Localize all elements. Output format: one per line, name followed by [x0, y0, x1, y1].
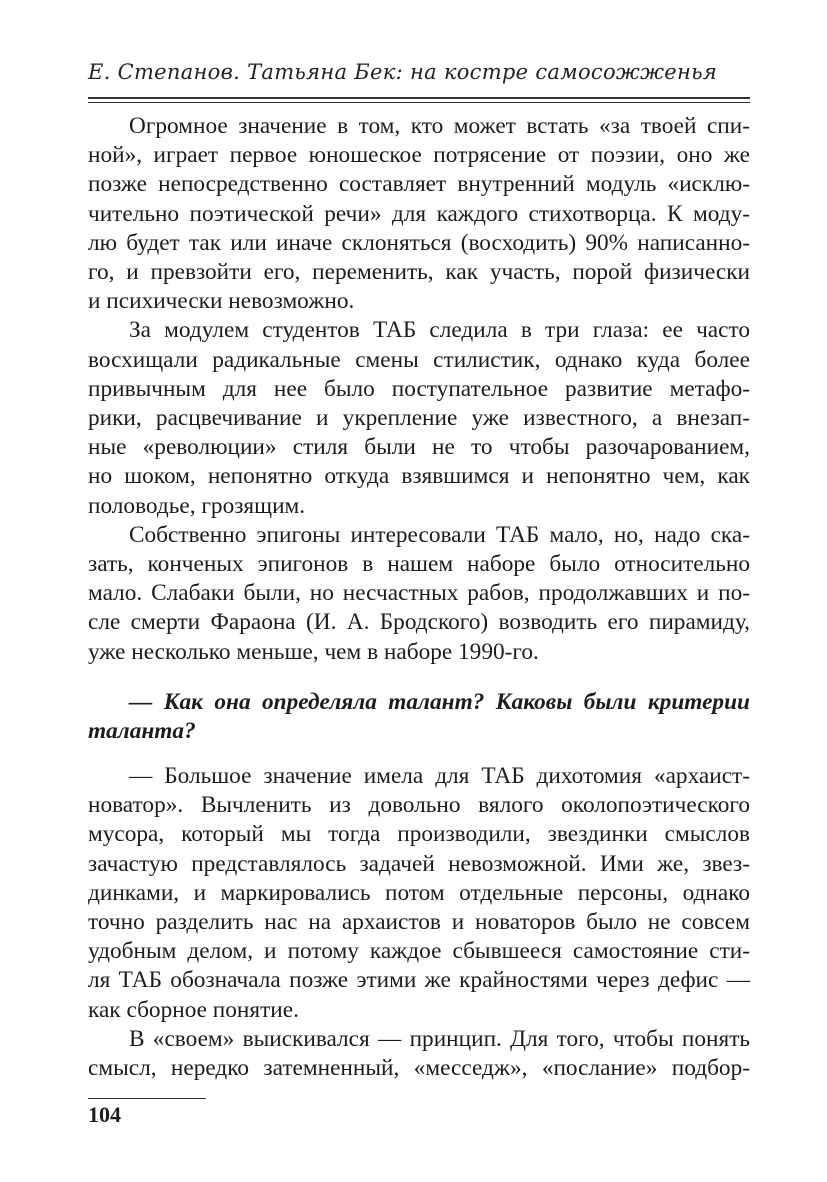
paragraph-1 — [88, 112, 750, 316]
text-line: рики, расцвечивание и укрепление уже известного, а внезап- — [88, 405, 750, 432]
header-rule-thin — [88, 102, 750, 103]
text-line: точно разделить нас на архаистов и новаторов было не совсем — [88, 909, 750, 936]
text-line: но шоком, непонятно откуда взявшимся и непонятно чем, как — [88, 463, 750, 490]
text-line: уже несколько меньше, чем в наборе 1990-го. — [88, 638, 539, 665]
text-line: позже непосредственно составляет внутренний модуль «исклю- — [88, 171, 750, 198]
answer-paragraph-2 — [88, 1025, 750, 1083]
text-line: динками, и маркировались потом отдельные персоны, однако — [88, 879, 750, 906]
question-line: таланта? — [88, 718, 196, 745]
text-line: новатор». Вычленить из довольно вялого околопоэтического — [88, 792, 750, 819]
text-line: чительно поэтической речи» для каждого стихотворца. К моду- — [88, 200, 750, 227]
text-line: и психически невозможно. — [88, 288, 355, 315]
text-line: удобным делом, и потому каждое сбывшееся самостояние сти- — [88, 938, 750, 965]
text-line: зачастую представлялось задачей невозможной. Ими же, звез- — [88, 850, 750, 877]
question-line: — Как она определяла талант? Каковы были критерии — [129, 689, 750, 715]
interview-answer — [88, 762, 750, 1083]
text-line: как сборное понятие. — [88, 996, 299, 1023]
text-line: мусора, который мы тогда производили, звездинки смыслов — [88, 821, 750, 848]
text-line: привычным для нее было поступательное развитие метафо- — [88, 375, 750, 402]
footer-rule — [88, 1098, 206, 1099]
text-line: смысл, нередко затемненный, «месседж», «послание» подбор- — [88, 1055, 750, 1082]
body-text — [88, 112, 750, 667]
paragraph-3 — [88, 521, 750, 667]
text-line: восхищали радикальные смены стилистик, однако куда более — [88, 346, 750, 373]
text-line: — Большое значение имела для ТАБ дихотомия «архаист- — [129, 763, 750, 789]
answer-paragraph-1 — [88, 762, 750, 1025]
text-line: мало. Слабаки были, но несчастных рабов, продолжавших и по- — [88, 580, 750, 607]
text-line: го, и превзойти его, переменить, как участь, порой физически — [88, 259, 750, 286]
text-line: зать, конченых эпигонов в нашем наборе было относительно — [88, 551, 750, 578]
text-line: сле смерти Фараона (И. А. Бродского) возводить его пирамиду, — [88, 609, 750, 636]
header-rule-thick — [88, 97, 750, 99]
text-line: половодье, грозящим. — [88, 492, 306, 519]
page-number: 104 — [88, 1102, 121, 1127]
text-line: Огромное значение в том, кто может встать «за твоей спи- — [129, 113, 750, 139]
text-line: В «своем» выискивался — принцип. Для того, чтобы понять — [129, 1025, 750, 1052]
text-line: За модулем студентов ТАБ следила в три глаза: ее часто — [129, 317, 750, 344]
text-line: ной», играет первое юношеское потрясение от поэзии, оно же — [88, 142, 750, 169]
text-line: ные «революции» стиля были не то чтобы разочарованием, — [88, 434, 750, 461]
text-line: Собственно эпигоны интересовали ТАБ мало, но, надо ска- — [129, 521, 750, 548]
text-line: лю будет так или иначе склоняться (восходить) 90% написанно- — [88, 229, 750, 256]
paragraph-2 — [88, 316, 750, 520]
running-header: Е. Степанов. Татьяна Бек: на костре самосожженья — [88, 60, 718, 84]
interview-question — [88, 688, 750, 746]
text-line: ля ТАБ обозначала позже этими же крайностями через дефис — — [88, 967, 750, 994]
